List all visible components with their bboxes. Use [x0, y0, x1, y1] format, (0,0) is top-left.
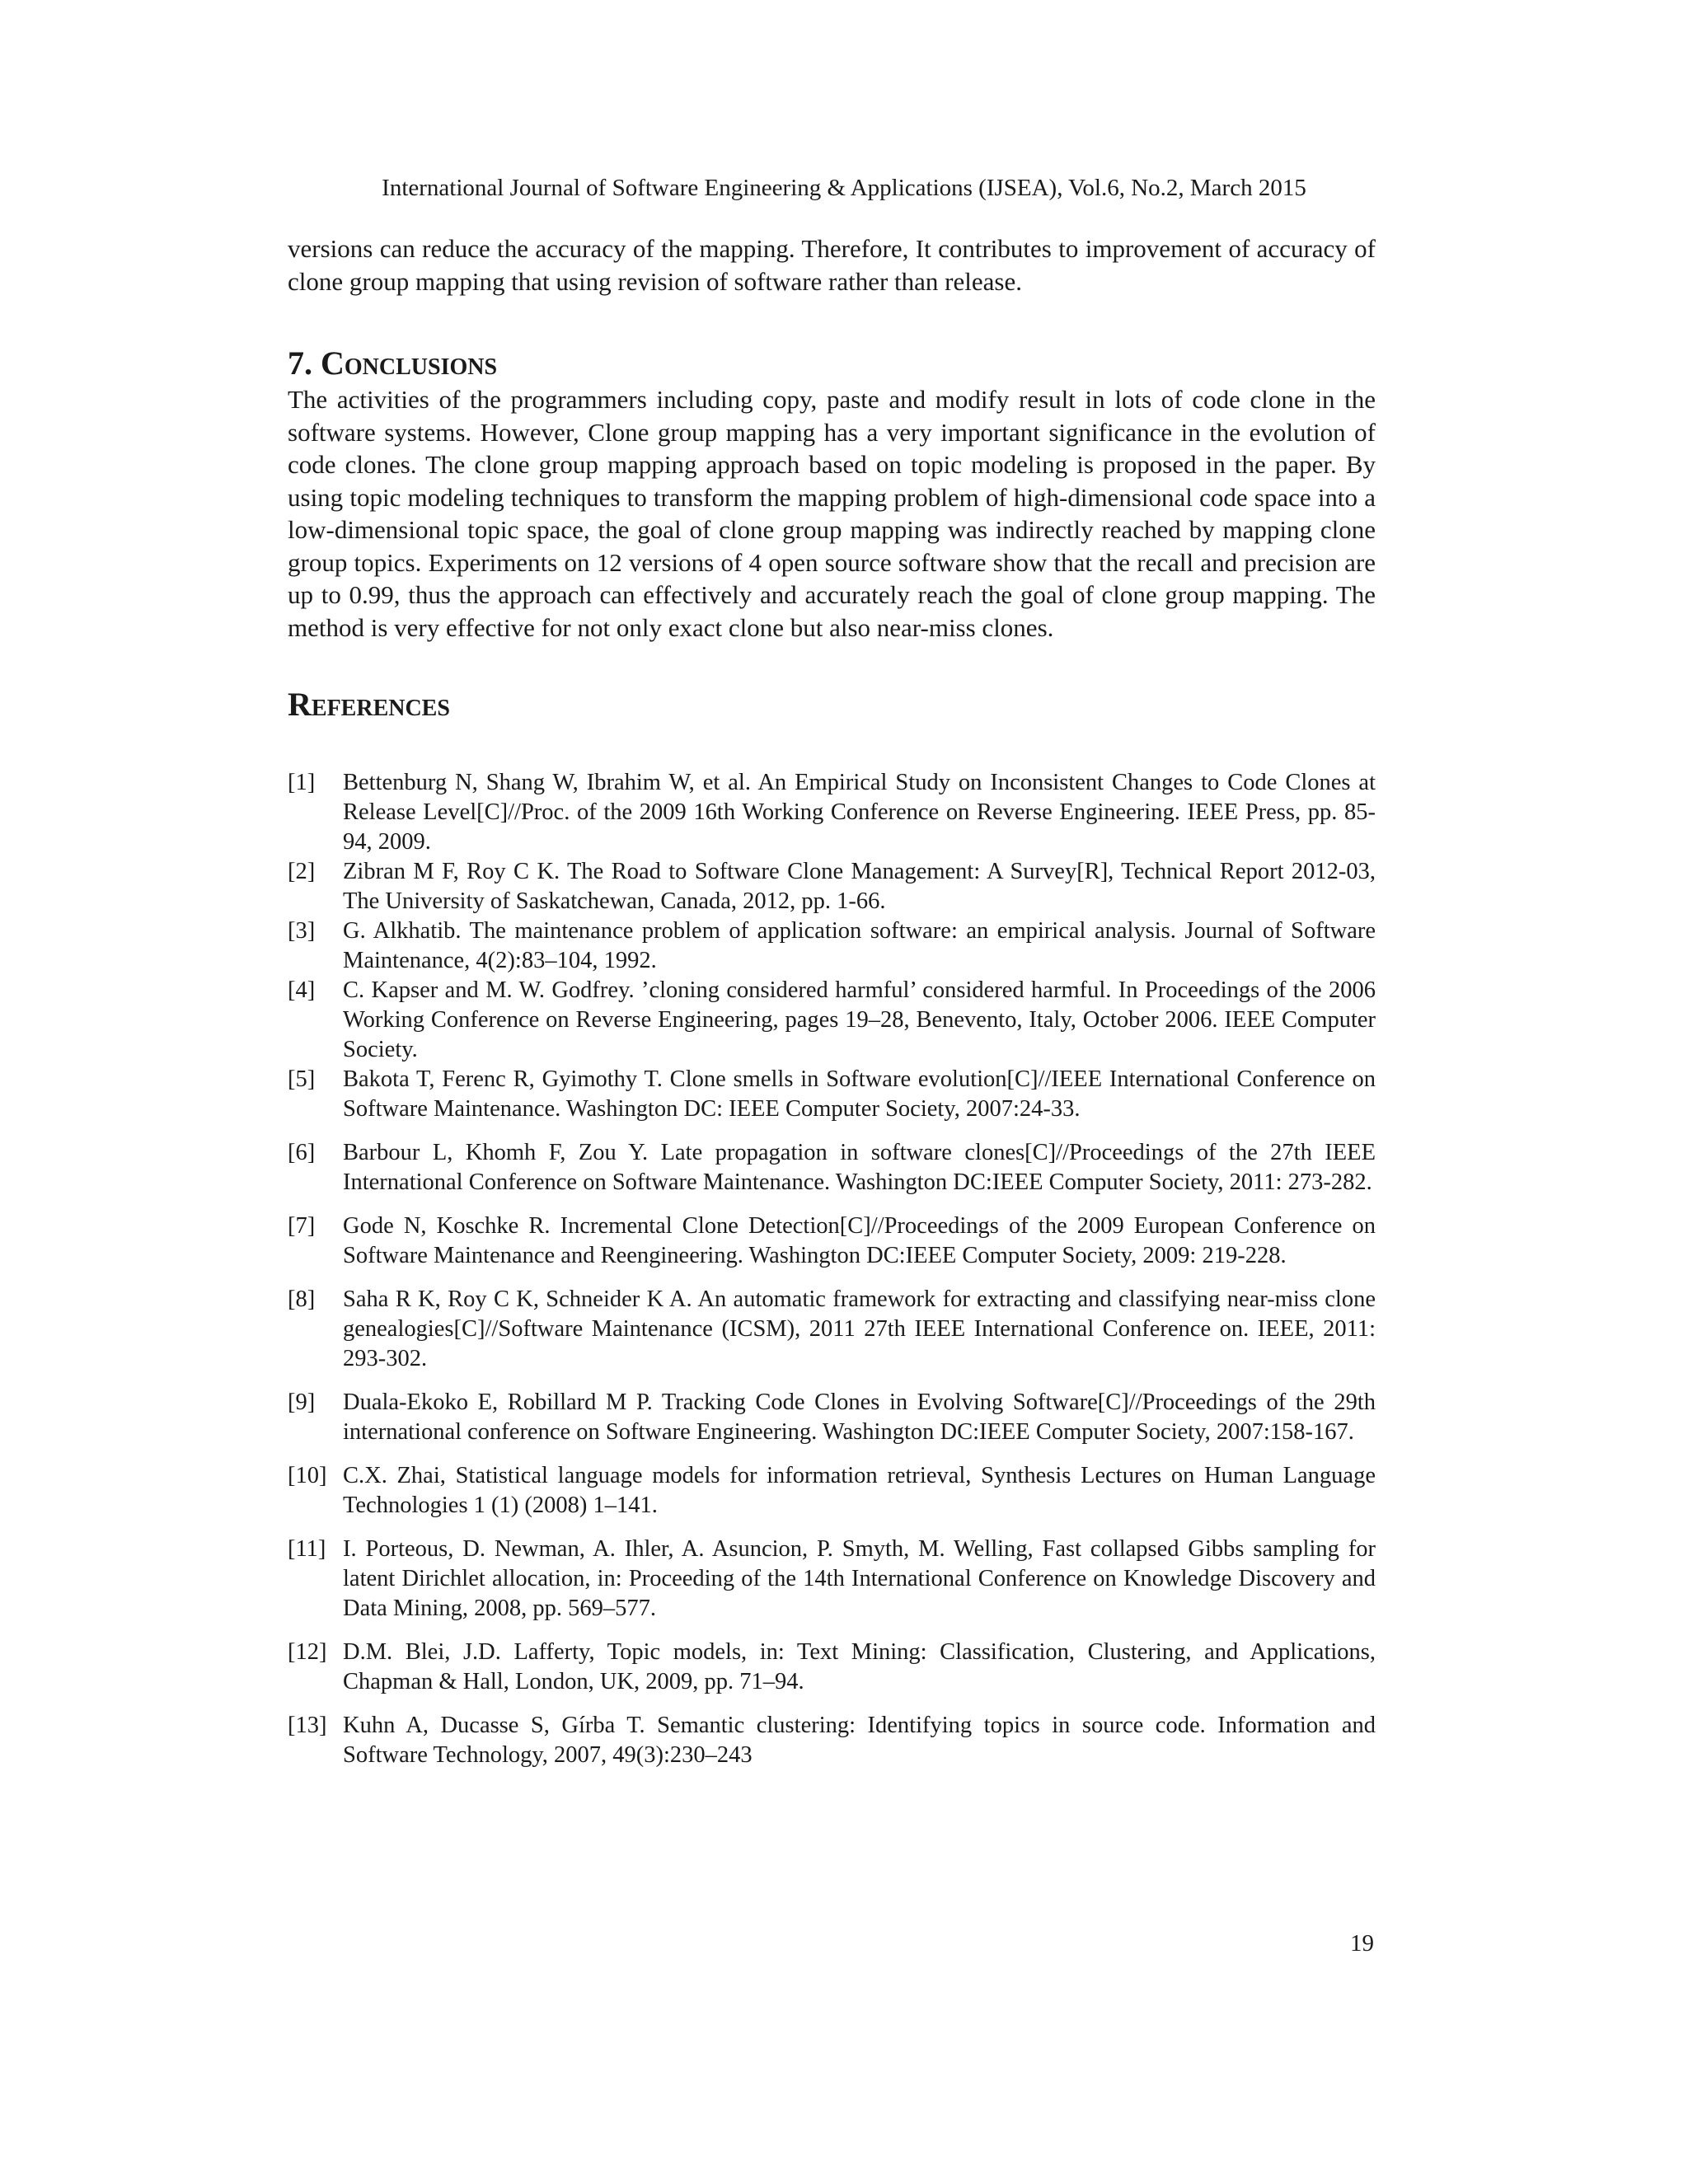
reference-number: [2]: [288, 859, 316, 884]
reference-number: [9]: [288, 1390, 316, 1415]
reference-item-12: [288, 1638, 1376, 1697]
reference-item-8: [288, 1285, 1376, 1374]
reference-number: [11]: [288, 1536, 326, 1562]
reference-number: [6]: [288, 1140, 316, 1165]
reference-item-4: [288, 976, 1376, 1065]
reference-item-5: [288, 1065, 1376, 1124]
page-number: 19: [1350, 1930, 1374, 1957]
reference-item-7: [288, 1212, 1376, 1271]
reference-number: [4]: [288, 977, 316, 1003]
reference-text: G. Alkhatib. The maintenance problem of application software: an empirical analysis. Journal of Software Maintenance, 4(2):83–104, 1992.: [343, 918, 1376, 973]
reference-number: [7]: [288, 1213, 316, 1239]
reference-item-10: [288, 1461, 1376, 1521]
reference-text: C. Kapser and M. W. Godfrey. ’cloning considered harmful’ considered harmful. In Proceedings of the 2006 Working Conference on Reverse Engineering, pages 19–28, Benevento, Italy, October 2006. IEEE Computer Society.: [343, 977, 1376, 1062]
reference-text: Kuhn A, Ducasse S, Gírba T. Semantic clustering: Identifying topics in source code. Information and Software Technology, 2007, 49(3):230–243: [343, 1713, 1376, 1768]
reference-text: Bakota T, Ferenc R, Gyimothy T. Clone smells in Software evolution[C]//IEEE International Conference on Software Maintenance. Washington DC: IEEE Computer Society, 2007:24-33.: [343, 1066, 1376, 1122]
reference-number: [10]: [288, 1463, 327, 1488]
reference-number: [3]: [288, 918, 316, 944]
reference-number: [13]: [288, 1713, 327, 1738]
reference-item-1: [288, 768, 1376, 857]
reference-text: Zibran M F, Roy C K. The Road to Software Clone Management: A Survey[R], Technical Report 2012-03, The University of Saskatchewan, Canada, 2012, pp. 1-66.: [343, 859, 1376, 914]
references-heading: References: [288, 686, 450, 723]
reference-number: [12]: [288, 1639, 327, 1665]
reference-text: C.X. Zhai, Statistical language models for information retrieval, Synthesis Lectures on Human Language Technologies 1 (1) (2008) 1–141.: [343, 1463, 1376, 1518]
conclusions-heading: 7. Conclusions: [288, 344, 498, 382]
running-header: International Journal of Software Engineering & Applications (IJSEA), Vol.6, No.2, March 2015: [382, 175, 1306, 201]
reference-text: I. Porteous, D. Newman, A. Ihler, A. Asuncion, P. Smyth, M. Welling, Fast collapsed Gibbs sampling for latent Dirichlet allocation, in: Proceeding of the 14th International Conference on Knowledge Discovery and Data Mining, 2008, pp. 569–577.: [343, 1536, 1376, 1621]
reference-number: [5]: [288, 1066, 316, 1092]
reference-item-2: [288, 857, 1376, 916]
reference-text: Saha R K, Roy C K, Schneider K A. An automatic framework for extracting and classifying near-miss clone genealogies[C]//Software Maintenance (ICSM), 2011 27th IEEE International Conference on. IEEE, 2011: 293-302.: [343, 1286, 1376, 1371]
reference-text: Barbour L, Khomh F, Zou Y. Late propagation in software clones[C]//Proceedings of the 27th IEEE International Conference on Software Maintenance. Washington DC:IEEE Computer Society, 2011: 273-282.: [343, 1140, 1376, 1195]
reference-text: Gode N, Koschke R. Incremental Clone Detection[C]//Proceedings of the 2009 European Conference on Software Maintenance and Reengineering. Washington DC:IEEE Computer Society, 2009: 219-228.: [343, 1213, 1376, 1268]
reference-list: [288, 768, 1376, 1770]
reference-number: [8]: [288, 1286, 316, 1312]
reference-text: D.M. Blei, J.D. Lafferty, Topic models, in: Text Mining: Classification, Clustering, and Applications, Chapman & Hall, London, UK, 2009, pp. 71–94.: [343, 1639, 1376, 1694]
reference-item-11: [288, 1535, 1376, 1624]
reference-text: Duala-Ekoko E, Robillard M P. Tracking Code Clones in Evolving Software[C]//Proceedings of the 29th international conference on Software Engineering. Washington DC:IEEE Computer Society, 2007:158-167.: [343, 1390, 1376, 1445]
reference-number: [1]: [288, 770, 316, 795]
reference-item-9: [288, 1388, 1376, 1447]
reference-item-3: [288, 916, 1376, 976]
reference-text: Bettenburg N, Shang W, Ibrahim W, et al. An Empirical Study on Inconsistent Changes to Code Clones at Release Level[C]//Proc. of the 2009 16th Working Conference on Reverse Engineering. IEEE Press, pp. 85-94, 2009.: [343, 770, 1376, 855]
conclusions-paragraph: The activities of the programmers including copy, paste and modify result in lots of code clone in the software systems. However, Clone group mapping has a very important significance in the evolution of code clones. The clone group mapping approach based on topic modeling is proposed in the paper. By using topic modeling techniques to transform the mapping problem of high-dimensional code space into a low-dimensional topic space, the goal of clone group mapping was indirectly reached by mapping clone group topics. Experiments on 12 versions of 4 open source software show that the recall and precision are up to 0.99, thus the approach can effectively and accurately reach the goal of clone group mapping. The method is very effective for not only exact clone but also near-miss clones.: [288, 385, 1376, 642]
intro-paragraph: versions can reduce the accuracy of the mapping. Therefore, It contributes to improvement of accuracy of clone group mapping that using revision of software rather than release.: [288, 234, 1376, 296]
reference-item-6: [288, 1138, 1376, 1197]
page-content: [288, 232, 1376, 1770]
reference-item-13: [288, 1711, 1376, 1770]
